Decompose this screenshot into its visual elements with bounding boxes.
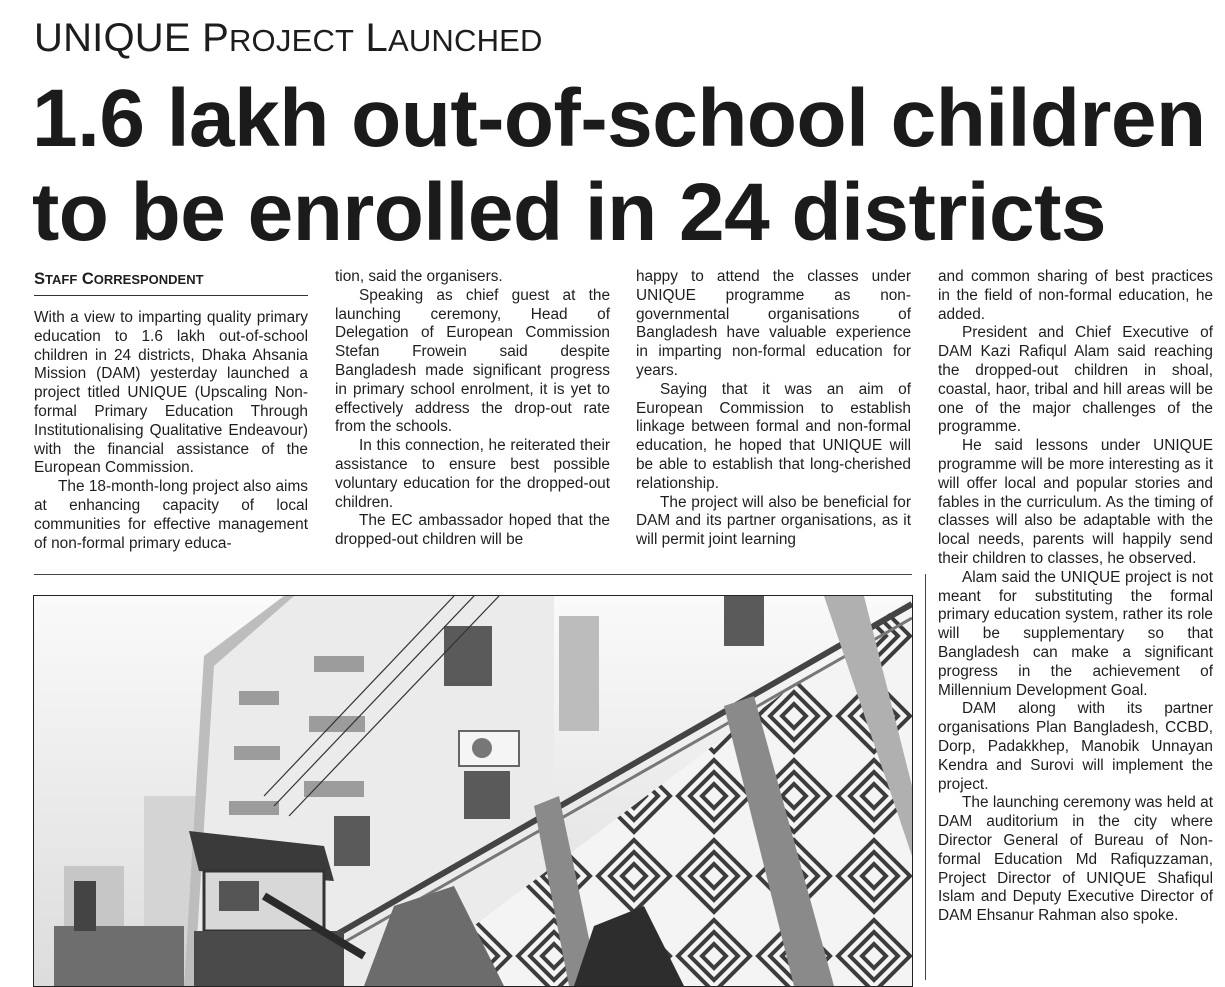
article-paragraph: Saying that it was an aim of European Commission to establish linkage between formal and non-formal education, he hoped that UNIQUE will be able to establish that long-cherished relationship. — [636, 380, 911, 492]
article-paragraph: and common sharing of best practices in the field of non-formal education, he added. — [938, 268, 1213, 323]
byline-text-2: TAFF — [45, 272, 78, 287]
headline-line-1: 1.6 lakh out-of-school children — [32, 73, 1206, 164]
article-column-2 — [335, 268, 610, 550]
article-paragraph: happy to attend the classes under UNIQUE programme as non-governmental organisations of Bangladesh have valuable experience in imparting non-formal education for years. — [636, 268, 911, 379]
kicker-text-2: ROJECT — [228, 23, 355, 58]
article-paragraph: The launching ceremony was held at DAM auditorium in the city where Director General of Bureau of Non-formal Education Md Rafiquzzaman, Project Director of UNIQUE Shafiqul Islam and Deputy Executive Director of DAM Ehsanur Rahman also spoke. — [938, 794, 1213, 925]
article-paragraph: Speaking as chief guest at the launching ceremony, Head of Delegation of European Commission Stefan Frowein said despite Bangladesh made significant progress in primary school enrolment, it is yet to effectively address the drop-out rate from the schools. — [335, 286, 610, 436]
article-column-4 — [938, 268, 1213, 926]
article-kicker — [34, 14, 543, 65]
headline-line-2: to be enrolled in 24 districts — [32, 167, 1107, 258]
article-paragraph: The EC ambassador hoped that the dropped-out children will be — [335, 512, 610, 549]
article-headline — [32, 72, 1222, 260]
kicker-text-4: AUNCHED — [387, 23, 543, 58]
photo-illustration — [34, 596, 912, 986]
byline-text-4: ORRESPONDENT — [93, 272, 204, 287]
article-paragraph: In this connection, he reiterated their assistance to ensure best possible voluntary education for the dropped-out children. — [335, 437, 610, 511]
article-paragraph: DAM along with its partner organisations Plan Bangladesh, CCBD, Dorp, Padakkhep, Manobik Unnayan Kendra and Surovi will implement the project. — [938, 700, 1213, 793]
article-column-1 — [34, 268, 308, 553]
building-demolition-photo — [33, 595, 913, 987]
article-paragraph: The project will also be beneficial for DAM and its partner organisations, as it will permit joint learning — [636, 493, 911, 549]
column-divider-rule — [925, 574, 926, 980]
article-paragraph: Alam said the UNIQUE project is not meant for substituting the formal primary education system, rather its role will be supplementary so that Bangladesh can make a significant progress in the achievement of Millennium Development Goal. — [938, 568, 1213, 699]
photo-top-rule — [34, 574, 912, 575]
kicker-text-3: L — [354, 16, 388, 60]
article-paragraph: He said lessons under UNIQUE programme will be more interesting as it will offer local and popular stories and fables in the curriculum. As the timing of classes will also be adaptable with the local needs, parents will happily send their children to classes, he observed. — [938, 437, 1213, 567]
byline-text-3: C — [77, 270, 94, 288]
article-paragraph: tion, said the organisers. — [335, 268, 503, 285]
byline-text-1: S — [34, 270, 46, 288]
article-column-3 — [636, 268, 911, 550]
article-paragraph: With a view to imparting quality primary education to 1.6 lakh out-of-school children in 24 districts, Dhaka Ahsania Mission (DAM) yesterday launched a project titled UNIQUE (Upscaling Non-formal Primary Education Through Institutionalising Qualitative Endeavour) with the financial assistance of the European Commission. — [34, 309, 308, 477]
article-paragraph: President and Chief Executive of DAM Kazi Rafiqul Alam said reaching the dropped-out children in shoal, coastal, haor, tribal and hill areas will be one of the major challenges of the programme. — [938, 324, 1213, 436]
kicker-text-1: UNIQUE P — [34, 16, 229, 60]
byline — [34, 268, 308, 296]
article-paragraph: The 18-month-long project also aims at enhancing capacity of local communities for effective management of non-formal primary educa- — [34, 478, 308, 552]
